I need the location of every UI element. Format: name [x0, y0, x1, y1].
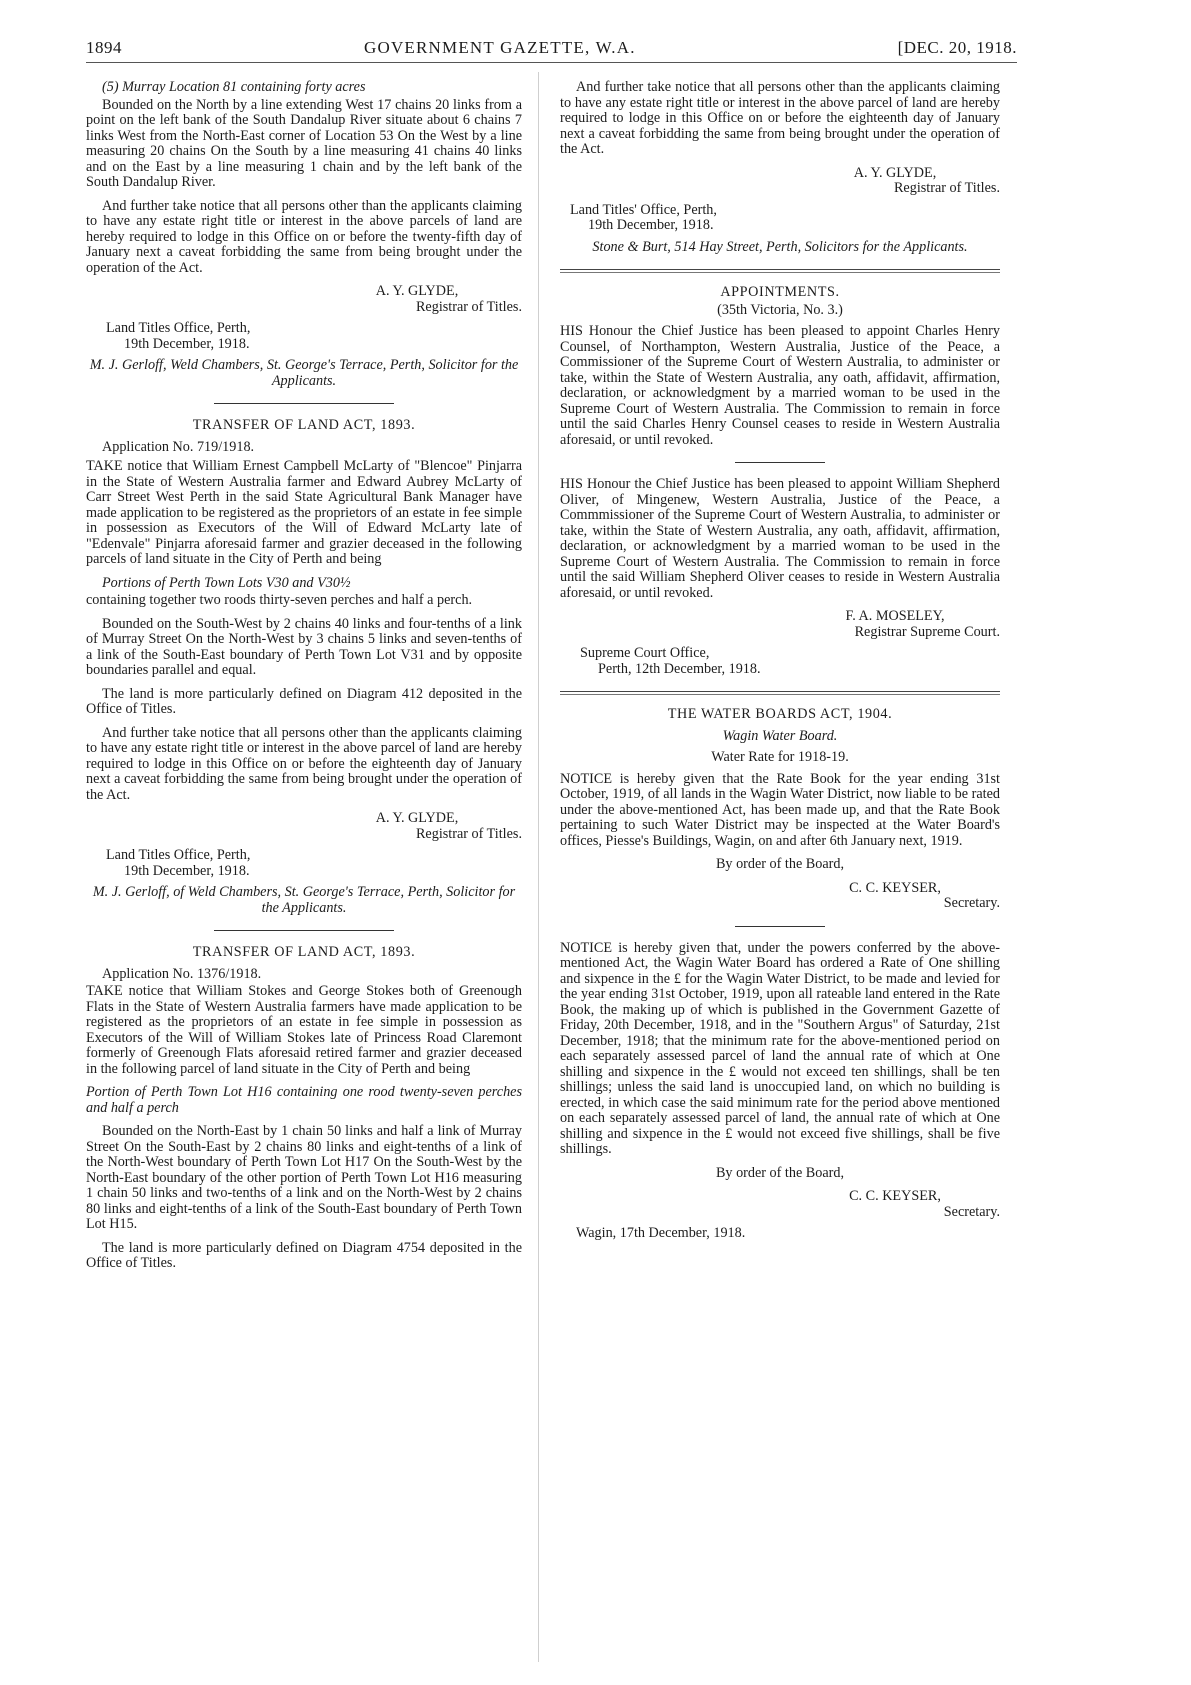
right-column [560, 80, 1000, 1250]
by-order-line: By order of the Board, [715, 856, 845, 872]
boundary-description: Bounded on the North-East by 1 chain 50 links and half a link of Murray Street On the South-East by 2 chains 80 links and eight-tenths of a link of the North-West boundary of Perth Town Lot H17 On the South-West by the North-East boundary of the other portion of Perth Town Lot H16 measuring 1 chain 50 links and two-tenths of a link and on the North-West by 2 chains 80 links and eight-tenths of a link of the South-East boundary of Perth Town Lot H15. [86, 1123, 522, 1232]
continued-caveat-notice [560, 80, 1000, 255]
office-address [580, 646, 1000, 677]
signature-block [86, 284, 522, 315]
signer-role: Registrar Supreme Court. [854, 623, 1000, 640]
signature-block [560, 166, 1000, 197]
appointment-oliver: HIS Honour the Chief Justice has been pleased to appoint William Shepherd Oliver, of Mingenew, Western Australia, Justice of the Peace, a Commmissioner of the Supreme Court of Western Australia, to administer or take, within the State of Western Australia, any oath, affidavit, affirmation, declaration, or acknowledgment by a married woman to be used in the Supreme Court of Western Australia. The Commission to remain in force until the said William Shepherd Oliver ceases to reside in Western Australia aforesaid, or until revoked. [560, 476, 1000, 601]
office-date: 19th December, 1918. [124, 862, 250, 879]
signer-name: A. Y. GLYDE, [375, 283, 459, 299]
appointments-section [560, 285, 1000, 677]
diagram-reference: The land is more particularly defined on Diagram 4754 deposited in the Office of Titles. [86, 1239, 522, 1271]
section-heading: TRANSFER OF LAND ACT, 1893. [192, 944, 416, 960]
signature-block [86, 811, 522, 842]
lot-portions: Portions of Perth Town Lots V30 and V30½ [102, 574, 351, 591]
solicitor-line: Stone & Burt, 514 Hay Street, Perth, Solicitors for the Applicants. [592, 238, 968, 255]
place-date: Wagin, 17th December, 1918. [576, 1225, 746, 1241]
signer-role: Registrar of Titles. [415, 298, 522, 315]
rate-title: Water Rate for 1918-19. [711, 749, 849, 765]
rate-book-notice: NOTICE is hereby given that the Rate Book for the year ending 31st October, 1919, of all lands in the Wagin Water District, now liable to be rated under the above-mentioned Act, has been made up, and that the Rate Book pertaining to such Water District may be inspected at the Water Board's offices, Piesse's Buildings, Wagin, on and after 6th January next, 1919. [560, 770, 1000, 849]
solicitor-line: M. J. Gerloff, of Weld Chambers, St. George's Terrace, Perth, Solicitor for the Applicants. [92, 884, 516, 916]
signer-name: C. C. KEYSER, [849, 1188, 941, 1204]
section-heading: APPOINTMENTS. [720, 284, 840, 300]
lot-portion: Portion of Perth Town Lot H16 containing one rood twenty-seven perches and half a perch [86, 1084, 522, 1116]
solicitor-line: M. J. Gerloff, Weld Chambers, St. George's Terrace, Perth, Solicitor for the Applicants. [89, 357, 519, 389]
diagram-reference: The land is more particularly defined on Diagram 412 deposited in the Office of Titles. [86, 685, 522, 717]
location-intro: (5) Murray Location 81 containing forty acres [102, 79, 366, 95]
signer-name: F. A. MOSELEY, [845, 608, 945, 624]
signer-name: C. C. KEYSER, [849, 879, 941, 896]
publication-title: GOVERNMENT GAZETTE, W.A. [364, 38, 636, 57]
office-name: Supreme Court Office, [580, 645, 710, 661]
transfer-notice-1376 [86, 945, 522, 1272]
signer-name: A. Y. GLYDE, [375, 810, 459, 826]
signature-block [560, 881, 1000, 912]
office-date: Perth, 12th December, 1918. [598, 660, 761, 677]
signature-block [560, 609, 1000, 640]
caveat-notice: And further take notice that all persons other than the applicants claiming to have any estate right title or interest in the above parcel of land are hereby required to lodge in this Office on or before the eighteenth day of January next a caveat forbidding the same from being brought under the operation of the Act. [560, 79, 1000, 157]
caveat-notice: And further take notice that all persons other than the applicants claiming to have any estate right title or interest in the above parcel of land are hereby required to lodge in this Office on or before the eighteenth day of January next a caveat forbidding the same from being brought under the operation of the Act. [86, 724, 522, 803]
section-rule [214, 930, 394, 931]
office-address [106, 848, 522, 879]
signer-role: Registrar of Titles. [893, 180, 1000, 196]
section-heading: TRANSFER OF LAND ACT, 1893. [192, 417, 416, 433]
section-subheading: (35th Victoria, No. 3.) [717, 301, 843, 318]
office-address [106, 321, 522, 352]
signature-block [560, 1189, 1000, 1220]
water-boards-section [560, 707, 1000, 1242]
header-rule [86, 62, 1017, 63]
office-name: Land Titles Office, Perth, [106, 320, 251, 336]
notice-body: TAKE notice that William Ernest Campbell McLarty of "Blencoe" Pinjarra in the State of Western Australia farmer and Edward Aubrey McLarty of Carr Street West Perth in the said State Agricultural Bank Manager have made application to be registered as the proprietors of an estate in fee simple in possession as Executors of the Will of Edward McLarty late of "Edenvale" Pinjarra aforesaid farmer and grazier deceased in the following parcels of land situate in the City of Perth and being [86, 458, 522, 567]
office-name: Land Titles Office, Perth, [106, 847, 251, 863]
rate-levy-notice: NOTICE is hereby given that, under the powers conferred by the above-mentioned Act, the Wagin Water Board has ordered a Rate of One shilling and sixpence in the £ for the Wagin Water District, to be made and levied for the year ending 31st October, 1919, upon all rateable land entered in the Rate Book, the making up of which is published in the Government Gazette of Friday, 20th December, 1918, and in the "Southern Argus" of Saturday, 21st December, 1918; that the minimum rate for the above-mentioned period on each separately assessed parcel of land the annual rate of which at One shilling and sixpence in the £ would not exceed ten shillings, shall be ten shillings; unless the said land is unoccupied land, on which no building is erected, in which case the said minimum rate for the period above mentioned on each separately assessed parcel of land, the annual rate of which at One shilling and sixpence in the £ would not exceed five shillings, shall be five shillings. [560, 939, 1000, 1157]
page-number: 1894 [86, 38, 122, 57]
office-name: Land Titles' Office, Perth, [570, 201, 717, 218]
office-address [570, 203, 1000, 234]
boundary-description: Bounded on the South-West by 2 chains 40 links and four-tenths of a link of Murray Street On the North-West by 3 chains 5 links and seven-tenths of a link of the South-East boundary of Perth Town Lot V31 and by opposite boundaries parallel and equal. [86, 615, 522, 678]
notice-body: TAKE notice that William Stokes and George Stokes both of Greenough Flats in the State of Western Australia farmers have made application to be registered as the proprietors of an estate in fee simple in possession as Executors of the Will of William Stokes late of Princess Road Claremont formerly of Greenough Flats aforesaid retired farmer and grazier deceased in the following parcel of land situate in the City of Perth and being [86, 983, 522, 1077]
application-number: Application No. 719/1918. [102, 438, 255, 455]
issue-date: [DEC. 20, 1918. [897, 38, 1017, 57]
board-name: Wagin Water Board. [722, 727, 838, 744]
section-heading: THE WATER BOARDS ACT, 1904. [667, 706, 893, 722]
office-date: 19th December, 1918. [124, 335, 250, 352]
column-divider [538, 72, 539, 1662]
transfer-notice-719 [86, 418, 522, 916]
application-number: Application No. 1376/1918. [102, 965, 262, 982]
page-header [86, 38, 1017, 68]
land-area: containing together two roods thirty-seven perches and half a perch. [86, 592, 473, 608]
signer-role: Secretary. [943, 895, 1000, 911]
left-column [86, 80, 522, 1280]
office-date: 19th December, 1918. [588, 217, 714, 233]
section-rule [214, 403, 394, 404]
murray-location-notice [86, 80, 522, 389]
appointment-counsel: HIS Honour the Chief Justice has been pleased to appoint Charles Henry Counsel, of Northampton, Western Australia, Justice of the Peace, a Commissioner of the Supreme Court of Western Australia, to administer or take, within the State of Western Australia, any oath, affidavit, affirmation, declaration, or acknowledgment by a married woman to be used in the Supreme Court of Western Australia. The Commission to remain in force until the said Charles Henry Counsel ceases to reside in Western Australia aforesaid, or until revoked. [560, 323, 1000, 448]
signer-name: A. Y. GLYDE, [853, 164, 937, 181]
section-double-rule [560, 691, 1000, 695]
section-rule [735, 926, 825, 927]
section-double-rule [560, 269, 1000, 273]
signer-role: Registrar of Titles. [415, 825, 522, 842]
boundary-description: Bounded on the North by a line extending West 17 chains 20 links from a point on the left bank of the South Dandalup River situate about 6 chains 7 links West from the North-East corner of Location 53 On the West by a line measuring 20 chains On the South by a line measuring 41 chains 40 links and on the East by a line measuring 1 chain and by the left bank of the South Dandalup River. [86, 96, 522, 190]
caveat-notice: And further take notice that all persons other than the applicants claiming to have any estate right title or interest in the above parcels of land are hereby required to lodge in this Office on or before the twenty-fifth day of January next a caveat forbidding the same from being brought under the operation of the Act. [86, 197, 522, 276]
section-rule [735, 462, 825, 463]
signer-role: Secretary. [943, 1203, 1000, 1220]
by-order-line: By order of the Board, [715, 1164, 845, 1181]
